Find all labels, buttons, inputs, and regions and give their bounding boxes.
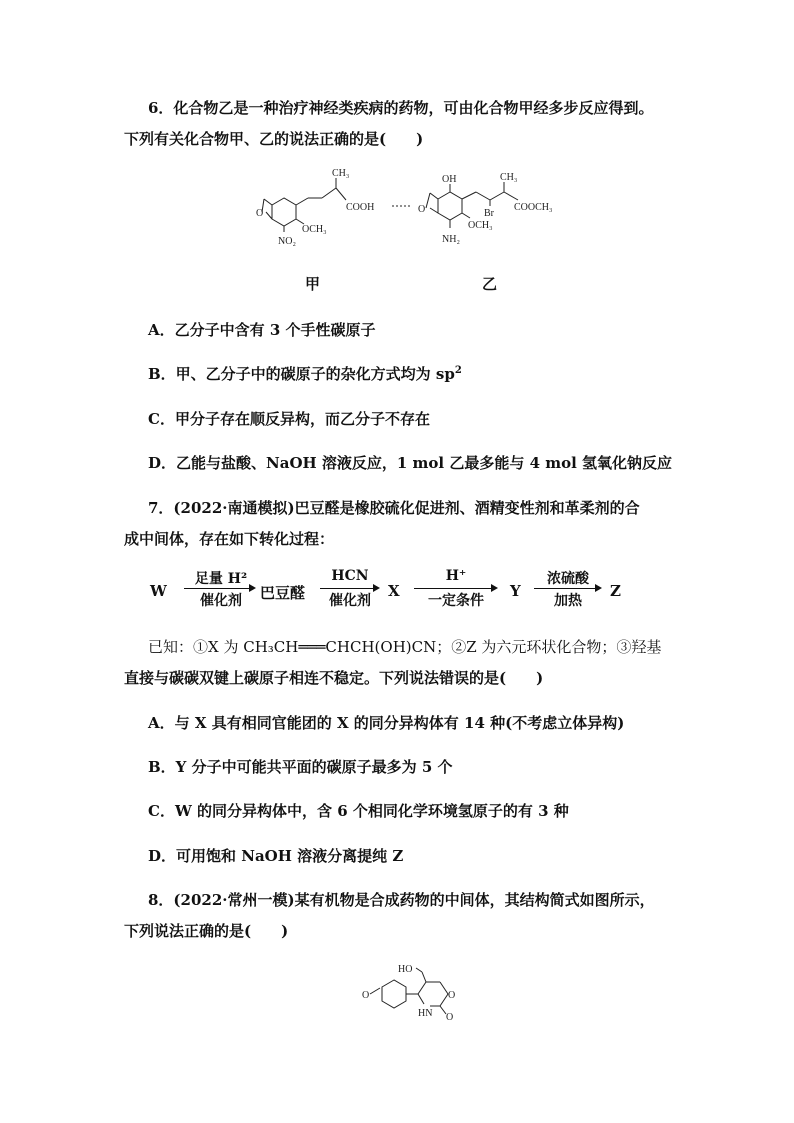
q8-stem-line1: 8．(2022·常州一模)某有机物是合成药物的中间体，其结构简式如图所示，: [148, 891, 655, 909]
q8-stem-line2: 下列说法正确的是( ): [124, 922, 289, 940]
q8-ho: HO: [398, 964, 413, 975]
q6-label-yi: 乙: [482, 275, 498, 293]
q8-o-carbonyl: O: [446, 1012, 454, 1020]
q6-option-b-text: B．甲、乙分子中的碳原子的杂化方式均为 sp: [148, 365, 455, 383]
q7-stem-line1: 7．(2022·南通模拟)巴豆醛是橡胶硫化促进剂、酒精变性剂和革柔剂的合: [148, 499, 640, 517]
q6-no2: NO₂: [278, 236, 296, 247]
q8-o-methoxy: O: [362, 990, 370, 1001]
q7-known-line2: 直接与碳碳双键上碳原子相连不稳定。下列说法错误的是( ): [124, 669, 544, 687]
q8-o-ring: O: [448, 990, 456, 1001]
q6-option-c: C．甲分子存在顺反异构，而乙分子不存在: [148, 410, 430, 428]
q6-och3-b: OCH₃: [468, 220, 493, 231]
q7-option-c: C．W 的同分异构体中，含 6 个相同化学环境氢原子的有 3 种: [148, 802, 569, 820]
q7-step1-arrow: [184, 588, 254, 589]
q6-br: Br: [484, 208, 494, 219]
q7-step3-condition: 一定条件: [428, 593, 484, 609]
q6-option-b: [148, 364, 462, 384]
q7-step2-arrow: [320, 588, 378, 589]
q7-crotonaldehyde: 巴豆醛: [260, 584, 306, 602]
q7-step1-reagent: 足量 H²: [194, 571, 248, 587]
q7-step4-condition: 加热: [554, 593, 582, 609]
q7-option-b: B．Y 分子中可能共平面的碳原子最多为 5 个: [148, 758, 453, 776]
q6-nh2: NH₂: [442, 234, 460, 245]
q8-hn: HN: [418, 1008, 433, 1019]
q6-cooch3: COOCH₃: [514, 202, 553, 213]
q6-oh: OH: [442, 174, 457, 185]
q6-o-b: O: [418, 204, 426, 215]
q7-stem-line2: 成中间体，存在如下转化过程：: [124, 530, 335, 548]
q7-w: W: [150, 582, 167, 600]
q7-step2-catalyst: 催化剂: [329, 593, 371, 609]
q8-structure-figure: [356, 958, 476, 1020]
q6-option-a: A．乙分子中含有 3 个手性碳原子: [148, 321, 376, 339]
q6-cooh: COOH: [346, 202, 375, 213]
q6-option-b-sup: 2: [454, 365, 462, 376]
q6-stem-line2: 下列有关化合物甲、乙的说法正确的是( ): [124, 130, 424, 148]
q7-step1-catalyst: 催化剂: [200, 593, 242, 609]
q7-step4-arrow: [534, 588, 600, 589]
q6-label-jia: 甲: [305, 275, 321, 293]
q6-option-d: D．乙能与盐酸、NaOH 溶液反应，1 mol 乙最多能与 4 mol 氢氧化钠反应: [148, 454, 673, 472]
q6-methyl-a: CH₃: [332, 168, 350, 179]
q7-known-line1: 已知：①X 为 CH₃CH═══CHCH(OH)CN；②Z 为六元环状化合物；③羟基: [148, 638, 662, 656]
q6-och3-a: OCH₃: [302, 224, 327, 235]
q7-step4-reagent: 浓硫酸: [547, 571, 589, 587]
q7-y: Y: [510, 582, 521, 600]
q6-structures-figure: [252, 168, 582, 253]
q7-option-a: A．与 X 具有相同官能团的 X 的同分异构体有 14 种(不考虑立体异构): [148, 714, 625, 732]
q7-step2-reagent: HCN: [331, 568, 369, 584]
q7-z: Z: [610, 582, 621, 600]
q6-o-a: O: [256, 208, 264, 219]
q7-option-d: D．可用饱和 NaOH 溶液分离提纯 Z: [148, 847, 404, 865]
q6-stem-line1: 6．化合物乙是一种治疗神经类疾病的药物，可由化合物甲经多步反应得到。: [148, 99, 654, 117]
q7-x: X: [388, 582, 400, 600]
q7-step3-arrow: [414, 588, 496, 589]
q7-reaction-scheme: [124, 568, 684, 618]
q6-methyl-b: CH₃: [500, 172, 518, 183]
q7-step3-reagent: H⁺: [445, 568, 467, 584]
